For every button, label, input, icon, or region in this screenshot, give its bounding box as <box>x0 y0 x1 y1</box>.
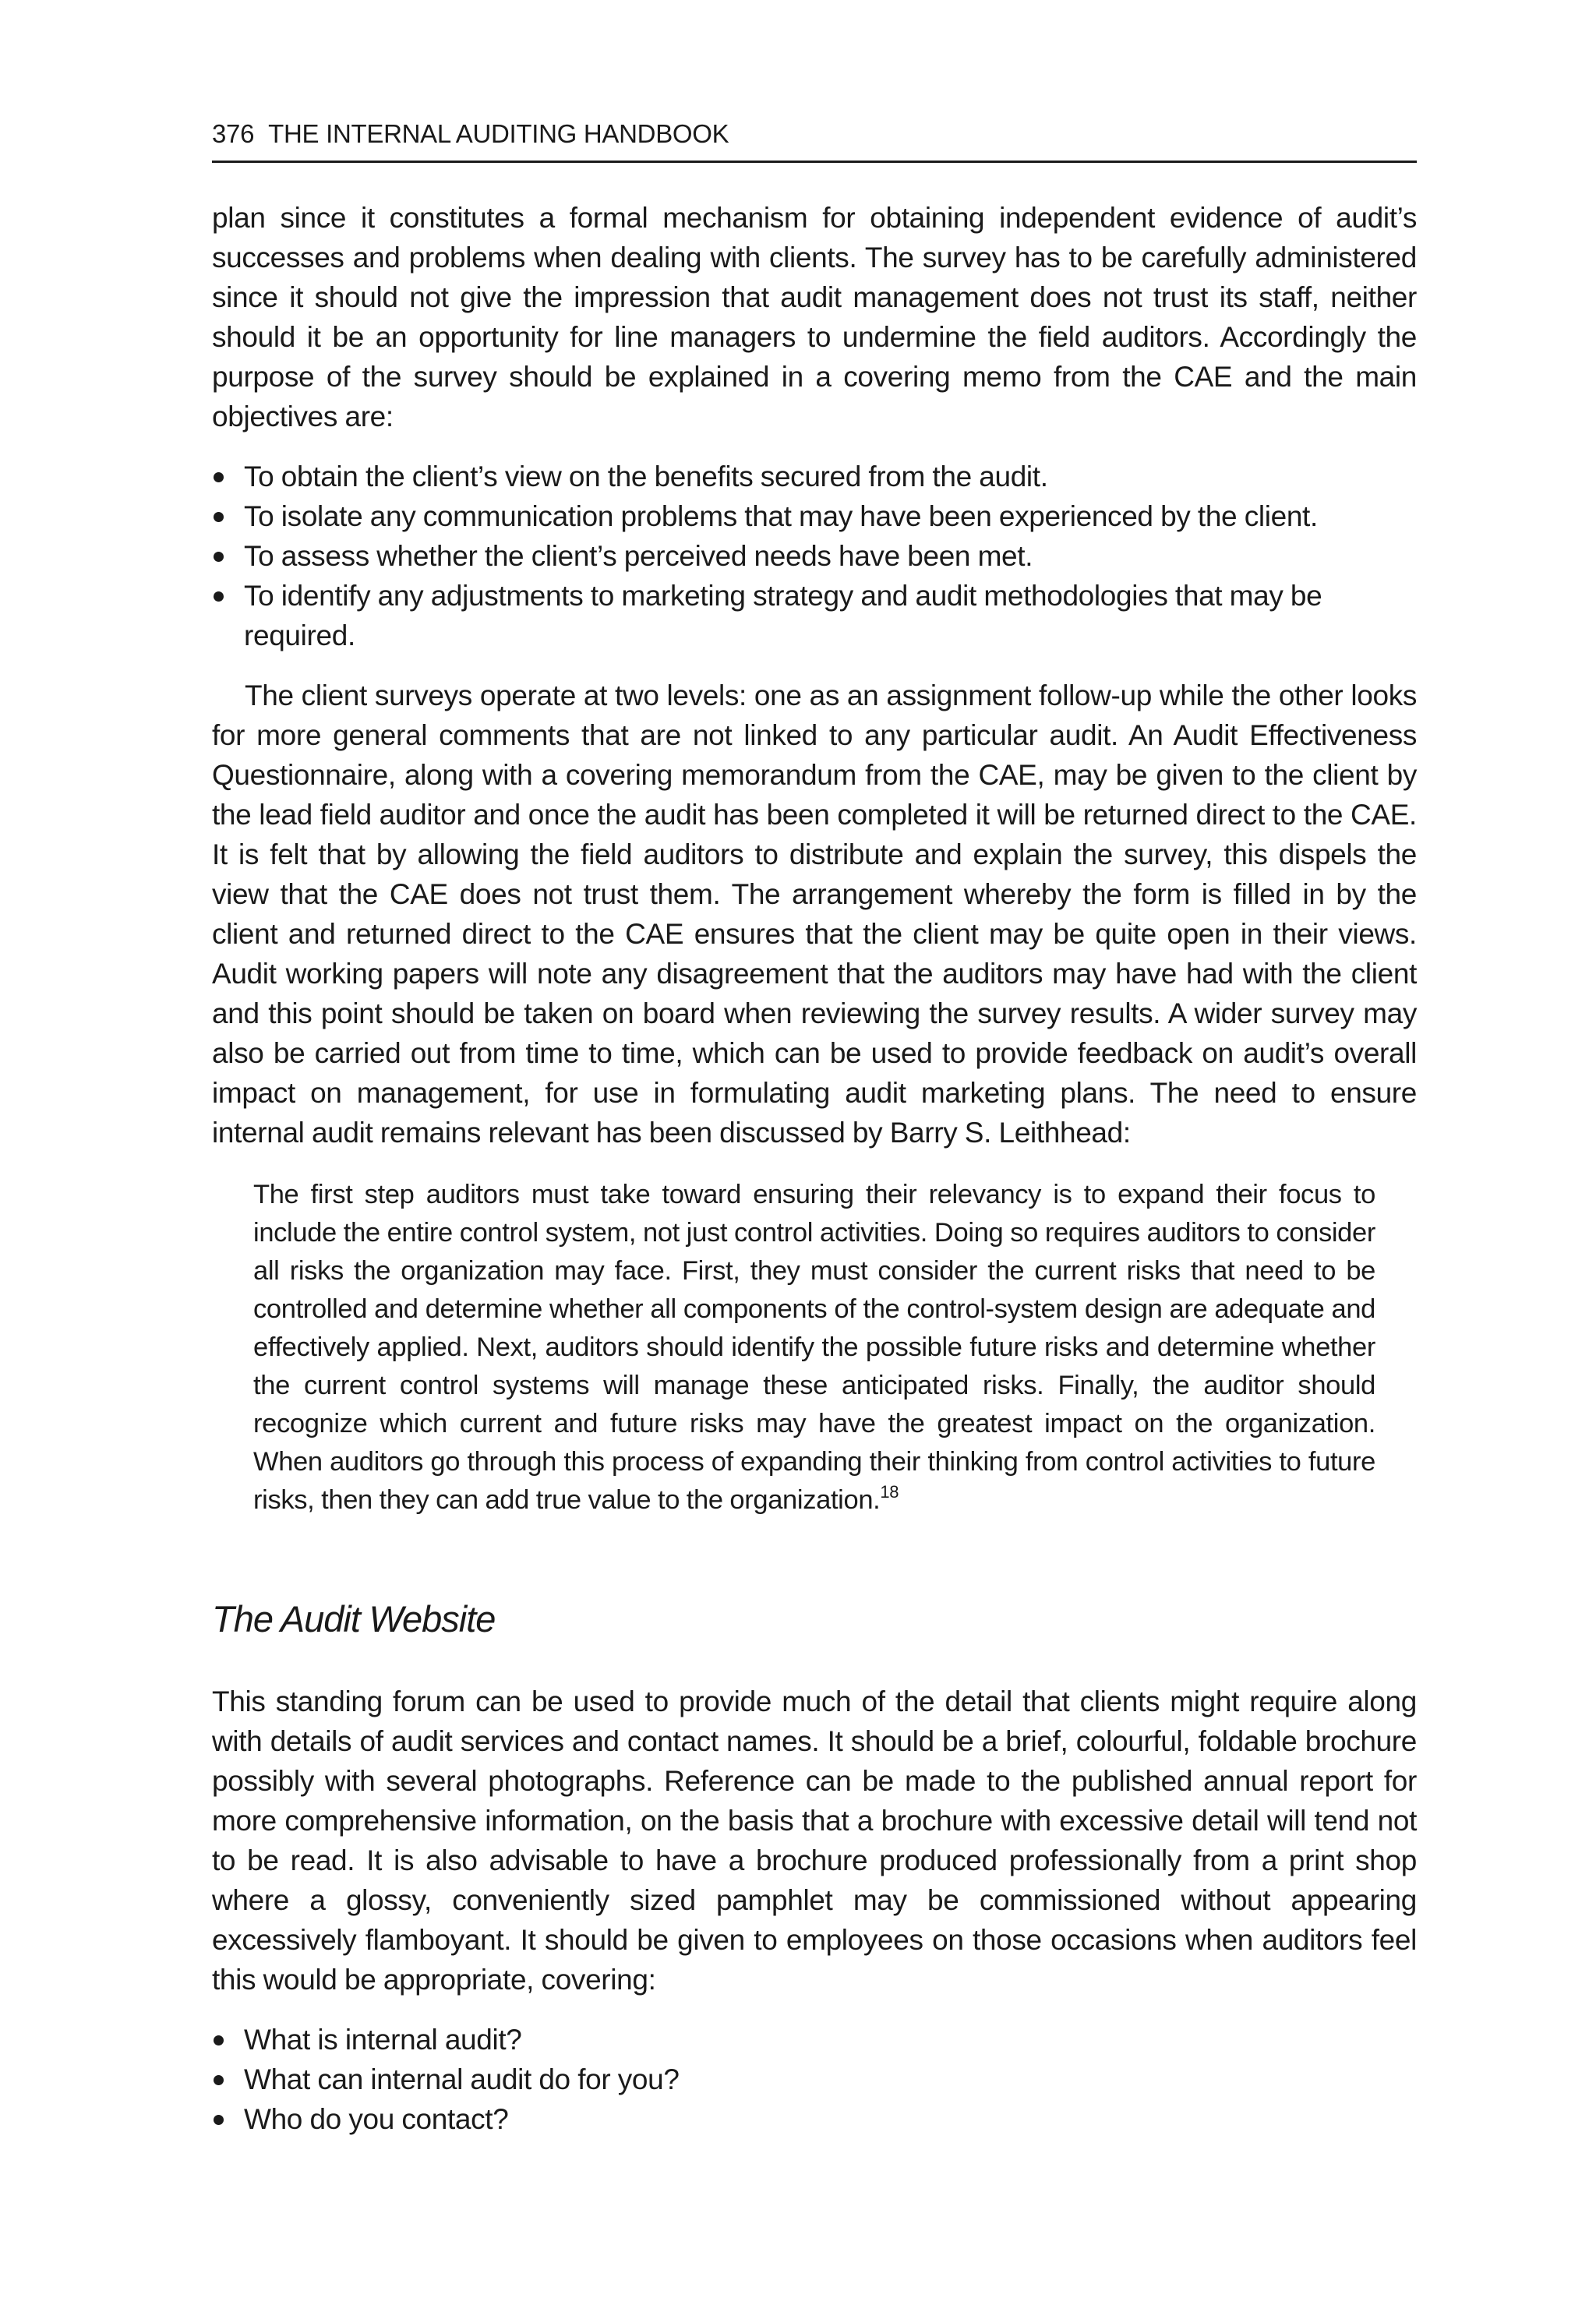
page-number: 376 <box>212 119 255 148</box>
paragraph-audit-website: This standing forum can be used to provide much of the detail that clients might require along with details of audit services and contact names. It should be a brief, colourful, foldable brochure possibly with several photographs. Reference can be made to the published annual report for more comprehensive information, on the basis that a brochure with excessive detail will tend not to be read. It is also advisable to have a brochure produced professionally from a print shop where a glossy, conveniently sized pamphlet may be commissioned without appearing excessively flamboyant. It should be given to employees on those occasions when auditors feel this would be appropriate, covering: <box>212 1685 1417 1996</box>
quote-text: The first step auditors must take toward ensuring their relevancy is to expand their focus to include the entire control system, not just control activities. Doing so requires auditors to consider all risks the organization may face. First, they must consider the current risks that need to be controlled and determine whether all components of the control-system design are adequate and effectively applied. Next, auditors should identify the possible future risks and determine whether the current control systems will manage these anticipated risks. Finally, the auditor should recognize which current and future risks may have the greatest impact on the organization. When auditors go through this process of expanding their thinking from control activities to future risks, then they can add true value to the organization. <box>253 1180 1375 1515</box>
page-body <box>212 198 1417 2159</box>
paragraph-survey-purpose: plan since it constitutes a formal mechanism for obtaining independent evidence of audit’s successes and problems when dealing with clients. The survey has to be carefully administered since it should not give the impression that audit management does not trust its staff, neither should it be an opportunity for line managers to undermine the field auditors. Accordingly the purpose of the survey should be explained in a covering memo from the CAE and the main objectives are: <box>212 202 1417 432</box>
section-heading: The Audit Website <box>212 1598 496 1640</box>
list-item <box>212 2020 1417 2060</box>
list-item-text: What is internal audit? <box>244 2024 522 2056</box>
bullet-icon <box>214 591 224 602</box>
list-item <box>212 576 1417 655</box>
list-item <box>212 2099 1417 2139</box>
list-item-text: What can internal audit do for you? <box>244 2063 680 2095</box>
list-item <box>212 2060 1417 2099</box>
brochure-topics-list <box>212 2020 1417 2139</box>
list-item-text: To assess whether the client’s perceived needs have been met. <box>244 540 1033 572</box>
bullet-icon <box>214 2115 224 2125</box>
list-item <box>212 496 1417 536</box>
running-header <box>212 118 1417 163</box>
list-item-text: To obtain the client’s view on the benefits secured from the audit. <box>244 461 1048 492</box>
list-item <box>212 457 1417 496</box>
list-item-text: Who do you contact? <box>244 2103 509 2135</box>
bullet-icon <box>214 2075 224 2085</box>
paragraph-client-surveys: The client surveys operate at two levels: one as an assignment follow-up while the other looks for more general comments that are not linked to any particular audit. An Audit Effectiveness Questionnaire, along with a covering memorandum from the CAE, may be given to the client by the lead field auditor and once the audit has been completed it will be returned direct to the CAE. It is felt that by allowing the field auditors to distribute and explain the survey, this dispels the view that the CAE does not trust them. The arrangement whereby the form is filled in by the client and returned direct to the CAE ensures that the client may be quite open in their views. Audit working papers will note any disagreement that the auditors may have had with the client and this point should be taken on board when reviewing the survey results. A wider survey may also be carried out from time to time, which can be used to provide feedback on audit’s overall impact on management, for use in formulating audit marketing plans. The need to ensure internal audit remains relevant has been discussed by Barry S. Leithhead: <box>212 679 1417 1149</box>
bullet-icon <box>214 512 224 522</box>
bullet-icon <box>214 552 224 562</box>
list-item-text: To isolate any communication problems that may have been experienced by the client. <box>244 500 1318 532</box>
bullet-icon <box>214 2035 224 2045</box>
list-item-text: To identify any adjustments to marketing strategy and audit methodologies that may be required. <box>244 580 1322 651</box>
block-quote <box>253 1176 1375 1520</box>
footnote-marker: 18 <box>880 1482 899 1502</box>
bullet-icon <box>214 472 224 482</box>
list-item <box>212 536 1417 576</box>
book-title: THE INTERNAL AUDITING HANDBOOK <box>268 119 729 148</box>
objectives-list <box>212 457 1417 655</box>
